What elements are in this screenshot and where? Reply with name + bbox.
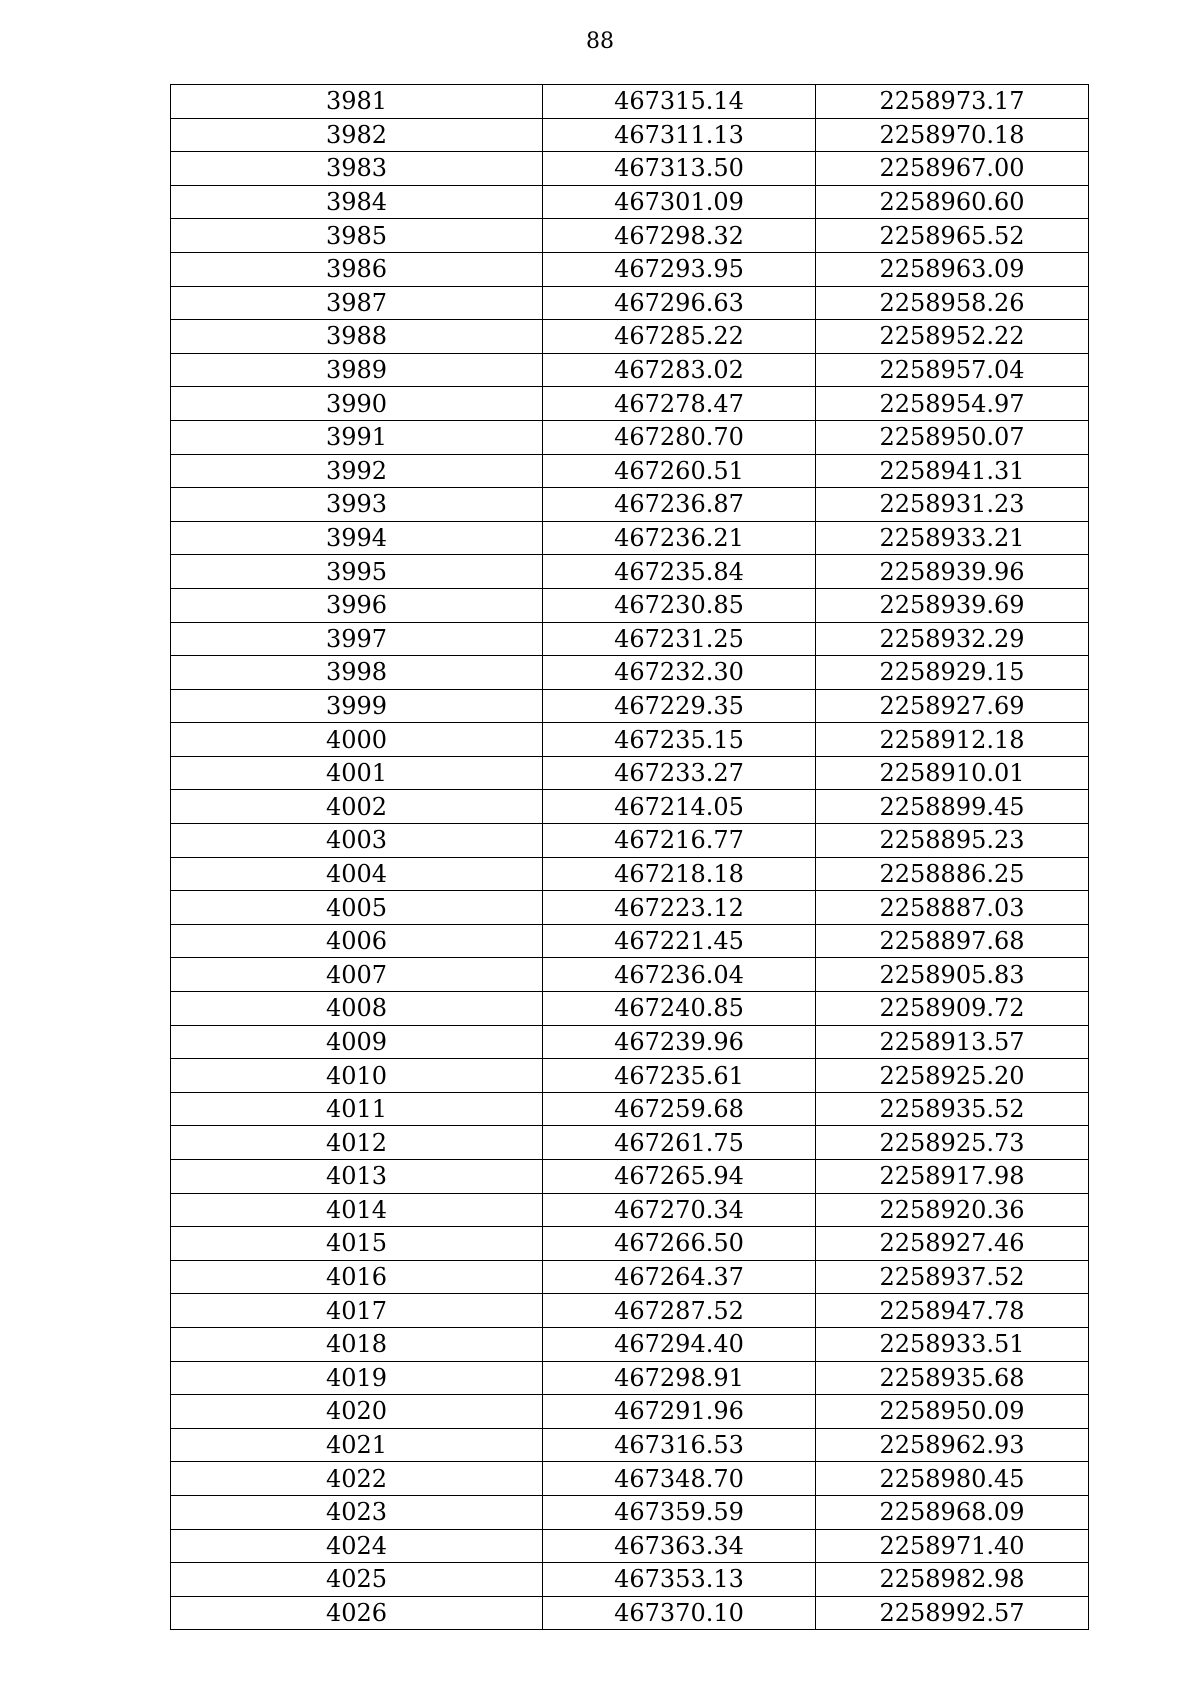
y-coordinate-cell: 2258933.51 bbox=[816, 1327, 1089, 1361]
table-row bbox=[171, 252, 1089, 286]
table-row bbox=[171, 219, 1089, 253]
y-coordinate-cell: 2258887.03 bbox=[816, 891, 1089, 925]
x-coordinate-cell: 467313.50 bbox=[543, 152, 816, 186]
point-id-cell: 4000 bbox=[171, 723, 543, 757]
y-coordinate-cell: 2258992.57 bbox=[816, 1596, 1089, 1630]
point-id-cell: 3991 bbox=[171, 420, 543, 454]
x-coordinate-cell: 467239.96 bbox=[543, 1025, 816, 1059]
y-coordinate-cell: 2258970.18 bbox=[816, 118, 1089, 152]
y-coordinate-cell: 2258910.01 bbox=[816, 756, 1089, 790]
y-coordinate-cell: 2258965.52 bbox=[816, 219, 1089, 253]
point-id-cell: 4016 bbox=[171, 1260, 543, 1294]
point-id-cell: 3987 bbox=[171, 286, 543, 320]
x-coordinate-cell: 467232.30 bbox=[543, 656, 816, 690]
y-coordinate-cell: 2258927.69 bbox=[816, 689, 1089, 723]
x-coordinate-cell: 467283.02 bbox=[543, 353, 816, 387]
y-coordinate-cell: 2258980.45 bbox=[816, 1462, 1089, 1496]
y-coordinate-cell: 2258935.52 bbox=[816, 1092, 1089, 1126]
y-coordinate-cell: 2258958.26 bbox=[816, 286, 1089, 320]
table-row bbox=[171, 1428, 1089, 1462]
x-coordinate-cell: 467216.77 bbox=[543, 824, 816, 858]
point-id-cell: 3984 bbox=[171, 185, 543, 219]
point-id-cell: 4022 bbox=[171, 1462, 543, 1496]
x-coordinate-cell: 467235.15 bbox=[543, 723, 816, 757]
point-id-cell: 4025 bbox=[171, 1563, 543, 1597]
table-row bbox=[171, 689, 1089, 723]
x-coordinate-cell: 467261.75 bbox=[543, 1126, 816, 1160]
x-coordinate-cell: 467236.87 bbox=[543, 488, 816, 522]
y-coordinate-cell: 2258886.25 bbox=[816, 857, 1089, 891]
point-id-cell: 3982 bbox=[171, 118, 543, 152]
x-coordinate-cell: 467301.09 bbox=[543, 185, 816, 219]
y-coordinate-cell: 2258950.09 bbox=[816, 1395, 1089, 1429]
table-row bbox=[171, 488, 1089, 522]
y-coordinate-cell: 2258905.83 bbox=[816, 958, 1089, 992]
x-coordinate-cell: 467287.52 bbox=[543, 1294, 816, 1328]
table-row bbox=[171, 387, 1089, 421]
x-coordinate-cell: 467236.21 bbox=[543, 521, 816, 555]
point-id-cell: 3988 bbox=[171, 320, 543, 354]
table-row bbox=[171, 85, 1089, 119]
table-row bbox=[171, 958, 1089, 992]
y-coordinate-cell: 2258935.68 bbox=[816, 1361, 1089, 1395]
y-coordinate-cell: 2258933.21 bbox=[816, 521, 1089, 555]
x-coordinate-cell: 467214.05 bbox=[543, 790, 816, 824]
point-id-cell: 4014 bbox=[171, 1193, 543, 1227]
point-id-cell: 4020 bbox=[171, 1395, 543, 1429]
x-coordinate-cell: 467229.35 bbox=[543, 689, 816, 723]
table-row bbox=[171, 1361, 1089, 1395]
table-row bbox=[171, 857, 1089, 891]
x-coordinate-cell: 467231.25 bbox=[543, 622, 816, 656]
point-id-cell: 4003 bbox=[171, 824, 543, 858]
table-row bbox=[171, 1294, 1089, 1328]
point-id-cell: 3994 bbox=[171, 521, 543, 555]
y-coordinate-cell: 2258963.09 bbox=[816, 252, 1089, 286]
point-id-cell: 3993 bbox=[171, 488, 543, 522]
y-coordinate-cell: 2258897.68 bbox=[816, 924, 1089, 958]
y-coordinate-cell: 2258909.72 bbox=[816, 992, 1089, 1026]
table-row bbox=[171, 1193, 1089, 1227]
table-row bbox=[171, 1126, 1089, 1160]
table-row bbox=[171, 1227, 1089, 1261]
y-coordinate-cell: 2258960.60 bbox=[816, 185, 1089, 219]
table-row bbox=[171, 1563, 1089, 1597]
y-coordinate-cell: 2258929.15 bbox=[816, 656, 1089, 690]
x-coordinate-cell: 467223.12 bbox=[543, 891, 816, 925]
x-coordinate-cell: 467235.61 bbox=[543, 1059, 816, 1093]
y-coordinate-cell: 2258952.22 bbox=[816, 320, 1089, 354]
point-id-cell: 4023 bbox=[171, 1495, 543, 1529]
table-row bbox=[171, 1395, 1089, 1429]
point-id-cell: 3996 bbox=[171, 588, 543, 622]
table-row bbox=[171, 1327, 1089, 1361]
point-id-cell: 4008 bbox=[171, 992, 543, 1026]
point-id-cell: 3981 bbox=[171, 85, 543, 119]
table-row bbox=[171, 320, 1089, 354]
table-row bbox=[171, 1596, 1089, 1630]
x-coordinate-cell: 467270.34 bbox=[543, 1193, 816, 1227]
table-row bbox=[171, 1092, 1089, 1126]
x-coordinate-cell: 467236.04 bbox=[543, 958, 816, 992]
point-id-cell: 3990 bbox=[171, 387, 543, 421]
table-row bbox=[171, 152, 1089, 186]
x-coordinate-cell: 467218.18 bbox=[543, 857, 816, 891]
y-coordinate-cell: 2258899.45 bbox=[816, 790, 1089, 824]
x-coordinate-cell: 467296.63 bbox=[543, 286, 816, 320]
y-coordinate-cell: 2258937.52 bbox=[816, 1260, 1089, 1294]
y-coordinate-cell: 2258947.78 bbox=[816, 1294, 1089, 1328]
y-coordinate-cell: 2258967.00 bbox=[816, 152, 1089, 186]
x-coordinate-cell: 467280.70 bbox=[543, 420, 816, 454]
y-coordinate-cell: 2258962.93 bbox=[816, 1428, 1089, 1462]
x-coordinate-cell: 467285.22 bbox=[543, 320, 816, 354]
x-coordinate-cell: 467265.94 bbox=[543, 1160, 816, 1194]
x-coordinate-cell: 467221.45 bbox=[543, 924, 816, 958]
x-coordinate-cell: 467370.10 bbox=[543, 1596, 816, 1630]
x-coordinate-cell: 467260.51 bbox=[543, 454, 816, 488]
table-row bbox=[171, 891, 1089, 925]
coordinate-table-body bbox=[171, 85, 1089, 1630]
x-coordinate-cell: 467259.68 bbox=[543, 1092, 816, 1126]
point-id-cell: 3992 bbox=[171, 454, 543, 488]
point-id-cell: 3983 bbox=[171, 152, 543, 186]
x-coordinate-cell: 467298.32 bbox=[543, 219, 816, 253]
x-coordinate-cell: 467294.40 bbox=[543, 1327, 816, 1361]
table-row bbox=[171, 286, 1089, 320]
point-id-cell: 4021 bbox=[171, 1428, 543, 1462]
x-coordinate-cell: 467353.13 bbox=[543, 1563, 816, 1597]
point-id-cell: 4013 bbox=[171, 1160, 543, 1194]
y-coordinate-cell: 2258913.57 bbox=[816, 1025, 1089, 1059]
x-coordinate-cell: 467235.84 bbox=[543, 555, 816, 589]
y-coordinate-cell: 2258939.96 bbox=[816, 555, 1089, 589]
table-row bbox=[171, 353, 1089, 387]
y-coordinate-cell: 2258982.98 bbox=[816, 1563, 1089, 1597]
table-row bbox=[171, 1529, 1089, 1563]
y-coordinate-cell: 2258920.36 bbox=[816, 1193, 1089, 1227]
y-coordinate-cell: 2258941.31 bbox=[816, 454, 1089, 488]
x-coordinate-cell: 467264.37 bbox=[543, 1260, 816, 1294]
table-row bbox=[171, 1462, 1089, 1496]
x-coordinate-cell: 467293.95 bbox=[543, 252, 816, 286]
y-coordinate-cell: 2258912.18 bbox=[816, 723, 1089, 757]
table-row bbox=[171, 1260, 1089, 1294]
point-id-cell: 4007 bbox=[171, 958, 543, 992]
point-id-cell: 3989 bbox=[171, 353, 543, 387]
table-row bbox=[171, 521, 1089, 555]
x-coordinate-cell: 467278.47 bbox=[543, 387, 816, 421]
table-row bbox=[171, 622, 1089, 656]
table-row bbox=[171, 420, 1089, 454]
table-row bbox=[171, 723, 1089, 757]
table-row bbox=[171, 118, 1089, 152]
point-id-cell: 3997 bbox=[171, 622, 543, 656]
table-row bbox=[171, 185, 1089, 219]
table-row bbox=[171, 790, 1089, 824]
y-coordinate-cell: 2258932.29 bbox=[816, 622, 1089, 656]
x-coordinate-cell: 467348.70 bbox=[543, 1462, 816, 1496]
table-row bbox=[171, 824, 1089, 858]
point-id-cell: 4005 bbox=[171, 891, 543, 925]
point-id-cell: 4009 bbox=[171, 1025, 543, 1059]
y-coordinate-cell: 2258971.40 bbox=[816, 1529, 1089, 1563]
point-id-cell: 4024 bbox=[171, 1529, 543, 1563]
point-id-cell: 4017 bbox=[171, 1294, 543, 1328]
point-id-cell: 4018 bbox=[171, 1327, 543, 1361]
y-coordinate-cell: 2258895.23 bbox=[816, 824, 1089, 858]
point-id-cell: 4001 bbox=[171, 756, 543, 790]
x-coordinate-cell: 467359.59 bbox=[543, 1495, 816, 1529]
table-row bbox=[171, 1495, 1089, 1529]
table-row bbox=[171, 992, 1089, 1026]
table-row bbox=[171, 1160, 1089, 1194]
x-coordinate-cell: 467316.53 bbox=[543, 1428, 816, 1462]
x-coordinate-cell: 467266.50 bbox=[543, 1227, 816, 1261]
x-coordinate-cell: 467240.85 bbox=[543, 992, 816, 1026]
y-coordinate-cell: 2258925.20 bbox=[816, 1059, 1089, 1093]
y-coordinate-cell: 2258973.17 bbox=[816, 85, 1089, 119]
page-number: 88 bbox=[586, 29, 614, 54]
point-id-cell: 4026 bbox=[171, 1596, 543, 1630]
table-row bbox=[171, 656, 1089, 690]
point-id-cell: 3999 bbox=[171, 689, 543, 723]
y-coordinate-cell: 2258954.97 bbox=[816, 387, 1089, 421]
x-coordinate-cell: 467233.27 bbox=[543, 756, 816, 790]
point-id-cell: 4019 bbox=[171, 1361, 543, 1395]
table-row bbox=[171, 1059, 1089, 1093]
x-coordinate-cell: 467298.91 bbox=[543, 1361, 816, 1395]
table-row bbox=[171, 756, 1089, 790]
coordinate-table bbox=[170, 84, 1089, 1630]
x-coordinate-cell: 467230.85 bbox=[543, 588, 816, 622]
x-coordinate-cell: 467363.34 bbox=[543, 1529, 816, 1563]
point-id-cell: 3998 bbox=[171, 656, 543, 690]
y-coordinate-cell: 2258957.04 bbox=[816, 353, 1089, 387]
table-row bbox=[171, 588, 1089, 622]
x-coordinate-cell: 467315.14 bbox=[543, 85, 816, 119]
y-coordinate-cell: 2258917.98 bbox=[816, 1160, 1089, 1194]
point-id-cell: 4015 bbox=[171, 1227, 543, 1261]
y-coordinate-cell: 2258968.09 bbox=[816, 1495, 1089, 1529]
point-id-cell: 3985 bbox=[171, 219, 543, 253]
table-row bbox=[171, 454, 1089, 488]
table-row bbox=[171, 1025, 1089, 1059]
point-id-cell: 3986 bbox=[171, 252, 543, 286]
table-row bbox=[171, 924, 1089, 958]
y-coordinate-cell: 2258927.46 bbox=[816, 1227, 1089, 1261]
x-coordinate-cell: 467291.96 bbox=[543, 1395, 816, 1429]
y-coordinate-cell: 2258939.69 bbox=[816, 588, 1089, 622]
point-id-cell: 3995 bbox=[171, 555, 543, 589]
y-coordinate-cell: 2258925.73 bbox=[816, 1126, 1089, 1160]
point-id-cell: 4011 bbox=[171, 1092, 543, 1126]
x-coordinate-cell: 467311.13 bbox=[543, 118, 816, 152]
point-id-cell: 4012 bbox=[171, 1126, 543, 1160]
y-coordinate-cell: 2258950.07 bbox=[816, 420, 1089, 454]
table-row bbox=[171, 555, 1089, 589]
y-coordinate-cell: 2258931.23 bbox=[816, 488, 1089, 522]
point-id-cell: 4004 bbox=[171, 857, 543, 891]
point-id-cell: 4006 bbox=[171, 924, 543, 958]
point-id-cell: 4010 bbox=[171, 1059, 543, 1093]
point-id-cell: 4002 bbox=[171, 790, 543, 824]
